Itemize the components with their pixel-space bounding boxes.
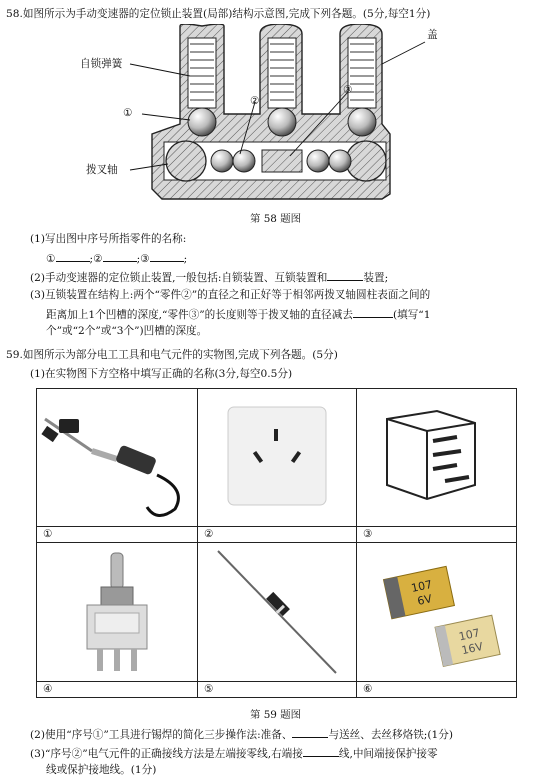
shaft-label: 拨叉轴	[86, 164, 118, 176]
cell-5-number: ⑤	[198, 681, 356, 697]
interlock-ball-4	[329, 150, 351, 172]
interlock-ball-3	[307, 150, 329, 172]
label-1: ①	[123, 107, 133, 119]
answer-blank-3[interactable]	[150, 250, 184, 262]
component-grid	[36, 388, 517, 698]
cell-4-number: ④	[37, 681, 197, 697]
cell-1	[37, 389, 198, 543]
q58-sub3-line1: (3)互锁装置在结构上:两个“零件②”的直径之和正好等于相邻两拨叉轴圆柱表面之间的	[30, 289, 431, 301]
capacitor-1-text-1: 107	[410, 577, 434, 595]
capacitor-2-text-2: 16V	[460, 639, 485, 658]
q58-sub3-line2: 距离加上1个凹槽的深度,“零件③”的长度则等于拨叉轴的直径减去 (填写“1	[46, 306, 430, 322]
lock-ball-2	[268, 108, 296, 136]
cell-6	[357, 543, 516, 697]
answer-blank-5[interactable]	[353, 306, 393, 318]
lock-ball-1	[188, 108, 216, 136]
q58-sub2: (2)手动变速器的定位锁止装置,一般包括:自锁装置、互锁装置和 装置;	[30, 269, 388, 285]
socket-image	[198, 389, 356, 525]
shift-shaft-right	[346, 141, 386, 181]
capacitor-image	[357, 543, 515, 681]
spring-label: 自锁弹簧	[80, 58, 123, 70]
cell-3-number: ③	[357, 526, 516, 542]
interlock-ball-2	[233, 150, 255, 172]
q59-title: 59.如图所示为部分电工工具和电气元件的实物图,完成下列各题。(5分)	[6, 349, 338, 361]
cell-2	[198, 389, 357, 543]
lock-ball-3	[348, 108, 376, 136]
relay-image	[357, 389, 515, 525]
cell-5	[198, 543, 357, 697]
capacitor-1-text-2: 6V	[416, 592, 434, 608]
q58-title: 58.如图所示为手动变速器的定位锁止装置(局部)结构示意图,完成下列各题。(5分,每空1分)	[6, 8, 431, 20]
interlock-ball-1	[211, 150, 233, 172]
answer-blank-2[interactable]	[103, 250, 137, 262]
q58-sub1: (1)写出图中序号所指零件的名称:	[30, 233, 187, 245]
q59-sub1: (1)在实物图下方空格中填写正确的名称(3分,每空0.5分)	[30, 368, 293, 380]
locking-device-diagram	[90, 24, 450, 204]
cell-3	[357, 389, 516, 543]
fig59-caption: 第 59 题图	[250, 709, 301, 721]
q58-sub1-blanks: ① ;② ;③ ;	[46, 250, 187, 266]
shift-shaft-left	[166, 141, 206, 181]
diode-image	[198, 543, 356, 681]
soldering-iron-image	[37, 389, 197, 525]
toggle-switch-image	[37, 543, 197, 681]
capacitor-2-text-1: 107	[457, 626, 481, 644]
answer-blank-7[interactable]	[303, 745, 339, 757]
cover-label: 盖	[427, 29, 438, 41]
cell-4	[37, 543, 198, 697]
label-3: ③	[343, 84, 353, 96]
answer-blank-6[interactable]	[292, 726, 328, 738]
q58-sub3-line3: 个”或“2个”或“3个”)凹槽的深度。	[46, 325, 208, 337]
q59-sub3-line1: (3)“序号②”电气元件的正确接线方法是左端接零线,右端接 线,中间端接保护接零	[30, 745, 438, 761]
fig58-caption: 第 58 题图	[250, 213, 301, 225]
cell-2-number: ②	[198, 526, 356, 542]
cell-6-number: ⑥	[357, 681, 516, 697]
label-2: ②	[250, 95, 260, 107]
q59-sub3-line2: 线或保护接地线。(1分)	[46, 764, 157, 776]
interlock-pin	[262, 150, 302, 172]
answer-blank-4[interactable]	[327, 269, 363, 281]
spring-channels	[188, 38, 376, 108]
answer-blank-1[interactable]	[56, 250, 90, 262]
q59-sub2: (2)使用“序号①”工具进行锡焊的简化三步操作法:准备、 与送丝、去丝移烙铁;(1分)	[30, 726, 453, 742]
cell-1-number: ①	[37, 526, 197, 542]
